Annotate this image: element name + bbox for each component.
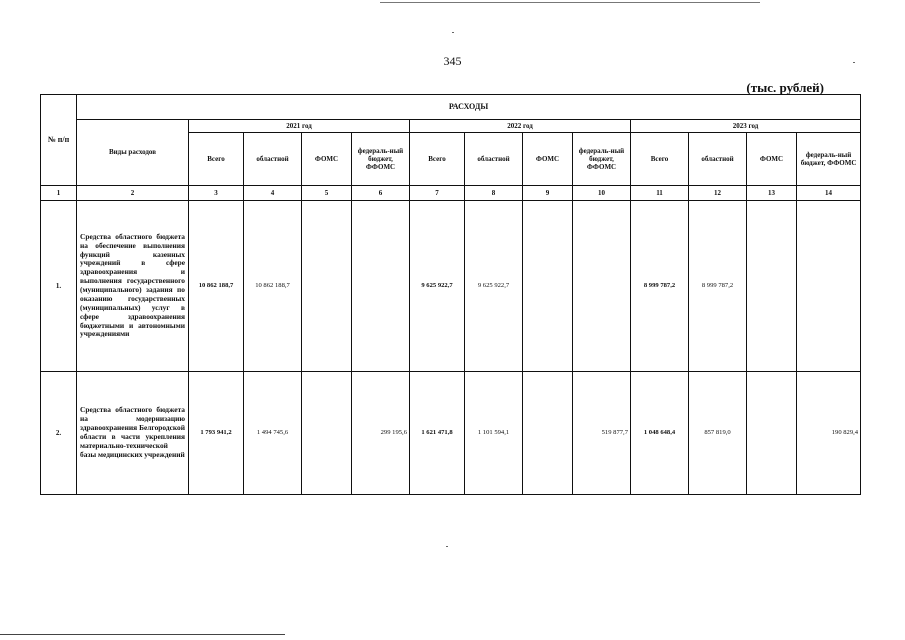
header-total: Всего <box>631 133 689 186</box>
header-foms: ФОМС <box>302 133 352 186</box>
cell-2022-federal <box>573 201 631 372</box>
row-number: 2. <box>41 372 77 495</box>
column-number: 12 <box>689 186 747 201</box>
header-expense-type: Виды расходов <box>77 120 189 186</box>
row-number: 1. <box>41 201 77 372</box>
cell-2022-regional: 9 625 922,7 <box>465 201 523 372</box>
cell-2022-foms <box>523 372 573 495</box>
scan-speck <box>452 32 454 33</box>
column-number: 5 <box>302 186 352 201</box>
cell-2023-regional: 8 999 787,2 <box>689 201 747 372</box>
column-number: 7 <box>410 186 465 201</box>
cell-2021-regional: 1 494 745,6 <box>244 372 302 495</box>
row-description: Средства областного бюджета на обеспечение выполнения функций казенных учреждений в сфере здравоохранения и выполнения государственного (муниципального) задания по оказанию государственных (муниципальных) услуг в сфере здравоохранения бюджетными и автономными учреждениями <box>77 201 189 372</box>
expenses-table <box>40 94 861 495</box>
cell-2023-federal <box>797 201 861 372</box>
cell-2021-foms <box>302 372 352 495</box>
header-federal: федераль-ный бюджет, ФФОМС <box>352 133 410 186</box>
header-foms: ФОМС <box>747 133 797 186</box>
table-row <box>41 201 861 372</box>
cell-2021-regional: 10 862 188,7 <box>244 201 302 372</box>
scan-top-line <box>380 2 760 3</box>
column-number: 3 <box>189 186 244 201</box>
units-label: (тыс. рублей) <box>746 80 824 95</box>
header-regional: областной <box>465 133 523 186</box>
header-regional: областной <box>689 133 747 186</box>
cell-2021-total: 10 862 188,7 <box>189 201 244 372</box>
column-number: 1 <box>41 186 77 201</box>
scan-bottom-line <box>0 634 285 635</box>
header-federal: федераль-ный бюджет, ФФОМС <box>573 133 631 186</box>
cell-2021-foms <box>302 201 352 372</box>
cell-2023-regional: 857 819,0 <box>689 372 747 495</box>
column-number: 9 <box>523 186 573 201</box>
column-number: 2 <box>77 186 189 201</box>
header-year-2021: 2021 год <box>189 120 410 133</box>
header-federal: федераль-ный бюджет, ФФОМС <box>797 133 861 186</box>
cell-2023-foms <box>747 201 797 372</box>
cell-2023-total: 8 999 787,2 <box>631 201 689 372</box>
column-number: 4 <box>244 186 302 201</box>
column-number: 14 <box>797 186 861 201</box>
cell-2022-foms <box>523 201 573 372</box>
header-year-2022: 2022 год <box>410 120 631 133</box>
row-description: Средства областного бюджета на модернизацию здравоохранения Белгородской области в части укрепления материально-технической базы медицинских учреждений <box>77 372 189 495</box>
header-no: № п/п <box>41 95 77 186</box>
header-total: Всего <box>410 133 465 186</box>
column-number: 8 <box>465 186 523 201</box>
cell-2022-total: 9 625 922,7 <box>410 201 465 372</box>
cell-2023-federal: 190 829,4 <box>797 372 861 495</box>
scan-speck <box>446 546 448 547</box>
cell-2021-federal: 299 195,6 <box>352 372 410 495</box>
column-number: 10 <box>573 186 631 201</box>
cell-2023-total: 1 048 648,4 <box>631 372 689 495</box>
column-number: 6 <box>352 186 410 201</box>
cell-2023-foms <box>747 372 797 495</box>
header-foms: ФОМС <box>523 133 573 186</box>
page-number: 345 <box>443 54 462 68</box>
table-row <box>41 372 861 495</box>
cell-2022-regional: 1 101 594,1 <box>465 372 523 495</box>
cell-2021-total: 1 793 941,2 <box>189 372 244 495</box>
header-total: Всего <box>189 133 244 186</box>
column-number: 11 <box>631 186 689 201</box>
cell-2022-federal: 519 877,7 <box>573 372 631 495</box>
cell-2022-total: 1 621 471,8 <box>410 372 465 495</box>
table-title: РАСХОДЫ <box>77 95 861 120</box>
header-year-2023: 2023 год <box>631 120 861 133</box>
column-number: 13 <box>747 186 797 201</box>
cell-2021-federal <box>352 201 410 372</box>
header-regional: областной <box>244 133 302 186</box>
